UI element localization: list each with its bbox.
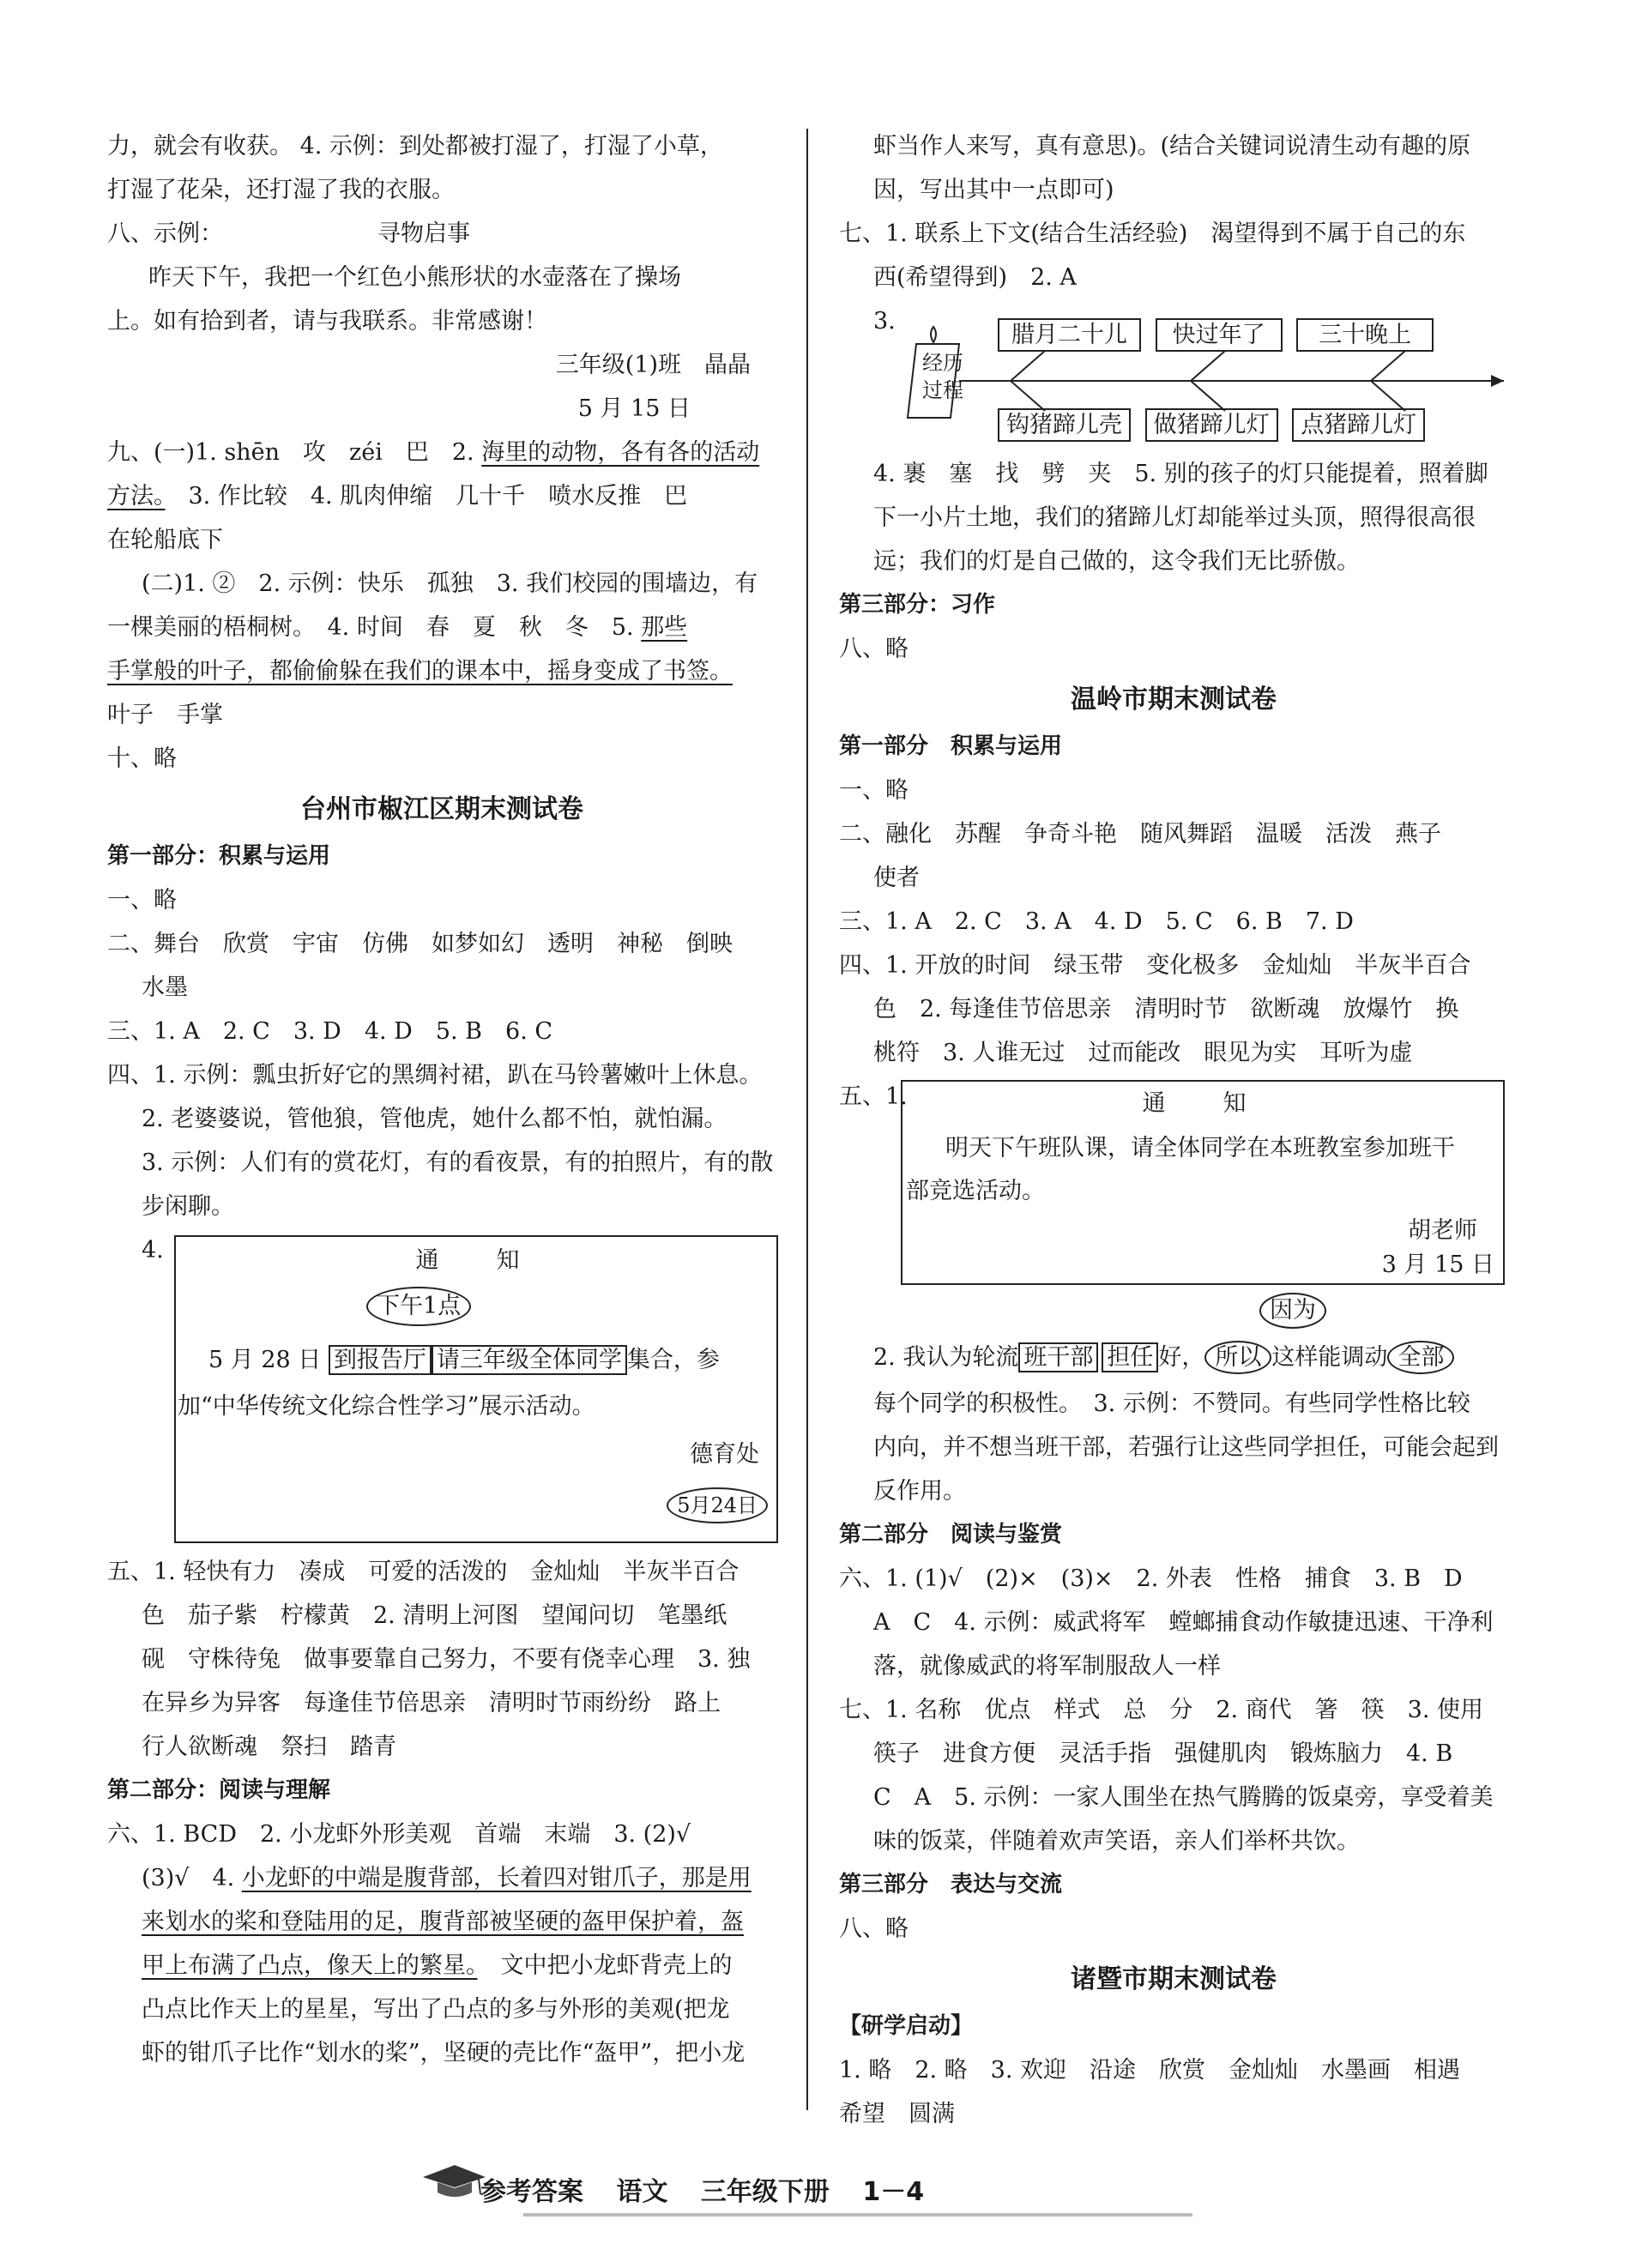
item-number: 4. <box>142 1237 164 1264</box>
timeline-box: 钩猪蹄儿壳 <box>998 408 1131 442</box>
part-heading: 第一部分：积累与运用 <box>107 843 331 869</box>
notice-line: 部竞选活动。 <box>906 1178 1045 1204</box>
text-line: 色 2. 每逢佳节倍思亲 清明时节 欲断魂 放爆竹 换 <box>873 996 1459 1022</box>
timeline-box: 腊月二十儿 <box>998 318 1141 352</box>
text-line: 三、1. A 2. C 3. A 4. D 5. C 6. B 7. D <box>839 908 1354 935</box>
page-footer <box>480 2170 1167 2208</box>
text-line: 一、略 <box>107 887 177 914</box>
annotation-oval: 因为 <box>1259 1293 1326 1329</box>
text-line: 落，就像威武的将军制服敌人一样 <box>873 1653 1221 1680</box>
notice-title: 通 知 <box>415 1247 537 1274</box>
section-title: 温岭市期末测试卷 <box>1071 685 1277 715</box>
text-line: 步闲聊。 <box>142 1193 234 1220</box>
text-line: 1. 略 2. 略 3. 欢迎 沿途 欣赏 金灿灿 水墨画 相遇 <box>839 2057 1461 2084</box>
item-number: 3. <box>873 308 896 335</box>
timeline-box: 做猪蹄儿灯 <box>1145 408 1278 442</box>
notice-answer <box>839 1075 1508 1289</box>
timeline-box: 点猪蹄儿灯 <box>1292 408 1425 442</box>
text-line: 九、(一)1. shēn 攻 zéi 巴 2. 海里的动物，各有各的活动 <box>107 439 760 466</box>
left-column <box>107 124 776 2075</box>
signature-line: 三年级(1)班 晶晶 <box>555 352 751 378</box>
text-line: 砚 守株待兔 做事要靠自己努力，不要有侥幸心理 3. 独 <box>142 1646 751 1673</box>
graduation-cap-icon <box>419 2162 487 2205</box>
text-line: 因，写出其中一点即可) <box>873 177 1114 203</box>
text-line: 叶子 手掌 <box>107 702 223 728</box>
text-line: 四、1. 示例：瓢虫折好它的黑绸衬裙，趴在马铃薯嫩叶上休息。 <box>107 1062 763 1089</box>
date-line: 5 月 15 日 <box>577 395 691 422</box>
text-line: 行人欲断魂 祭扫 踏青 <box>142 1734 396 1760</box>
timeline-box: 三十晚上 <box>1296 318 1434 352</box>
part-heading: 【研学启动】 <box>839 2013 974 2039</box>
text-line: 打湿了花朵，还打湿了我的衣服。 <box>107 177 455 203</box>
item-number: 五、1. <box>839 1083 908 1110</box>
text-line: 七、1. 名称 优点 样式 总 分 2. 商代 箸 筷 3. 使用 <box>839 1697 1484 1723</box>
footer-subject: 语文 <box>616 2177 668 2207</box>
text-line: 水墨 <box>142 974 188 1001</box>
notice-title: 通 知 <box>1142 1090 1264 1117</box>
text-line: 十、略 <box>107 745 177 772</box>
part-heading: 第三部分：习作 <box>839 592 996 618</box>
text-line: (3)√ 4. 小龙虾的中端是腹背部，长着四对钳爪子，那是用 <box>142 1865 752 1891</box>
notice-box <box>901 1080 1505 1285</box>
text-line: 上。如有拾到者，请与我联系。非常感谢！ <box>107 308 547 335</box>
part-heading: 第二部分 阅读与鉴赏 <box>839 1522 1063 1547</box>
text-line: 五、1. 轻快有力 凑成 可爱的活泼的 金灿灿 半灰半百合 <box>107 1559 740 1585</box>
notice-signature: 胡老师 <box>1408 1217 1477 1244</box>
section-title: 诸暨市期末测试卷 <box>1071 1964 1277 1994</box>
text-line: C A 5. 示例：一家人围坐在热气腾腾的饭桌旁，享受着美 <box>873 1784 1494 1811</box>
timeline-box: 快过年了 <box>1156 318 1283 352</box>
text-line: 4. 裹 塞 找 劈 夹 5. 别的孩子的灯只能提着，照着脚 <box>873 461 1488 487</box>
notice-signature: 德育处 <box>690 1441 759 1468</box>
text-line: 3. 示例：人们有的赏花灯，有的看夜景，有的拍照片，有的散 <box>142 1149 774 1176</box>
text-line: 虾的钳爪子比作“划水的桨”，坚硬的壳比作“盔甲”，把小龙 <box>142 2040 746 2066</box>
text-line: 内向，并不想当班干部，若强行让这些同学担任，可能会起到 <box>873 1434 1499 1461</box>
text-line: 每个同学的积极性。 3. 示例：不赞同。有些同学性格比较 <box>873 1390 1470 1417</box>
text-line: 八、略 <box>839 636 909 662</box>
text-line: 方法。 3. 作比较 4. 肌肉伸缩 几十千 喷水反推 巴 <box>107 483 688 510</box>
text-line: 七、1. 联系上下文(结合生活经验) 渴望得到不属于自己的东 <box>839 220 1466 247</box>
text-line: 在异乡为异客 每逢佳节倍思亲 清明时节雨纷纷 路上 <box>142 1690 721 1716</box>
timeline-bottom-row <box>998 407 1425 444</box>
timeline-start: 经历过程 <box>922 351 963 402</box>
text-line: 反作用。 <box>873 1478 966 1505</box>
page-number: 1－4 <box>862 2177 925 2207</box>
annotation-oval: 5月24日 <box>667 1487 768 1523</box>
text-line: A C 4. 示例：威武将军 螳螂捕食动作敏捷迅速、干净利 <box>873 1609 1494 1636</box>
revision-line: 2. 我认为轮流 班干部 担任 好， 所以 这样能调动 全部 <box>873 1336 1454 1379</box>
text-line: 希望 圆满 <box>839 2101 955 2127</box>
part-heading: 第一部分 积累与运用 <box>839 733 1063 759</box>
part-heading: 第三部分 表达与交流 <box>839 1872 1063 1897</box>
text-line: 2. 老婆婆说，管他狼，管他虎，她什么都不怕，就怕漏。 <box>142 1106 727 1132</box>
text-line: 六、1. BCD 2. 小龙虾外形美观 首端 末端 3. (2)√ <box>107 1821 691 1848</box>
revision-answer <box>839 1289 1508 1382</box>
footer-label: 参考答案 <box>480 2177 583 2207</box>
text-line: 八、示例： 寻物启事 <box>107 220 470 247</box>
annotation-oval: 下午1点 <box>366 1287 471 1326</box>
text-line: 二、融化 苏醒 争奇斗艳 随风舞蹈 温暖 活泼 燕子 <box>839 821 1441 847</box>
text-line: 在轮船底下 <box>107 527 223 553</box>
text-line: 来划水的桨和登陆用的足，腹背部被坚硬的盔甲保护着，盔 <box>142 1909 744 1935</box>
notice-date: 3 月 15 日 <box>1381 1252 1494 1278</box>
notice-box <box>174 1235 778 1543</box>
text-line: 下一小片土地，我们的猪蹄儿灯却能举过头顶，照得很高很 <box>873 504 1476 531</box>
text-line: 力，就会有收获。 4. 示例：到处都被打湿了，打湿了小草， <box>107 133 723 160</box>
text-line: 桃符 3. 人谁无过 过而能改 眼见为实 耳听为虚 <box>873 1040 1413 1066</box>
text-line: 二、舞台 欣赏 宇宙 仿佛 如梦如幻 透明 神秘 倒映 <box>107 931 733 957</box>
notice-line: 加“中华传统文化综合性学习”展示活动。 <box>178 1393 595 1420</box>
text-line: 三、1. A 2. C 3. D 4. D 5. B 6. C <box>107 1018 553 1045</box>
text-line: 筷子 进食方便 灵活手指 强健肌肉 锻炼脑力 4. B <box>873 1740 1453 1767</box>
text-line: 一棵美丽的梧桐树。 4. 时间 春 夏 秋 冬 5. 那些 <box>107 614 688 641</box>
text-line: (二)1. ② 2. 示例：快乐 孤独 3. 我们校园的围墙边，有 <box>142 570 758 597</box>
part-heading: 第二部分：阅读与理解 <box>107 1777 331 1803</box>
text-line: 手掌般的叶子，都偷偷躲在我们的课本中，摇身变成了书签。 <box>107 658 733 685</box>
text-line: 四、1. 开放的时间 绿玉带 变化极多 金灿灿 半灰半百合 <box>839 952 1471 979</box>
text-line: 昨天下午，我把一个红色小熊形状的水壶落在了操场 <box>148 264 681 291</box>
text-line: 色 茄子紫 柠檬黄 2. 清明上河图 望闻问切 笔墨纸 <box>142 1602 727 1629</box>
text-line: 使者 <box>873 865 920 891</box>
notice-answer <box>107 1228 776 1550</box>
text-line: 一、略 <box>839 777 909 804</box>
timeline-diagram <box>839 299 1508 452</box>
text-line: 甲上布满了凸点，像天上的繁星。 文中把小龙虾背壳上的 <box>142 1952 733 1979</box>
text-line: 虾当作人来写，真有意思)。(结合关键词说清生动有趣的原 <box>873 133 1471 160</box>
section-title: 台州市椒江区期末测试卷 <box>300 794 583 824</box>
text-line: 六、1. (1)√ (2)× (3)× 2. 外表 性格 捕食 3. B D <box>839 1565 1463 1592</box>
notice-line: 明天下午班队课，请全体同学在本班教室参加班干 <box>945 1135 1455 1161</box>
footer-rule <box>523 2213 1192 2217</box>
text-line: 味的饭菜，伴随着欢声笑语，亲人们举杯共饮。 <box>873 1828 1360 1855</box>
column-divider <box>806 129 808 2110</box>
text-line: 远；我们的灯是自己做的，这令我们无比骄傲。 <box>873 548 1360 575</box>
timeline-top-row <box>998 317 1434 354</box>
notice-line: 5 月 28 日 到报告厅 请三年级全体同学 集合，参 <box>208 1347 720 1373</box>
text-line: 八、略 <box>839 1915 909 1942</box>
text-line: 西(希望得到) 2. A <box>873 264 1077 291</box>
footer-grade: 三年级下册 <box>700 2177 830 2207</box>
text-line: 凸点比作天上的星星，写出了凸点的多与外形的美观(把龙 <box>142 1996 730 2023</box>
right-column <box>839 124 1508 2136</box>
